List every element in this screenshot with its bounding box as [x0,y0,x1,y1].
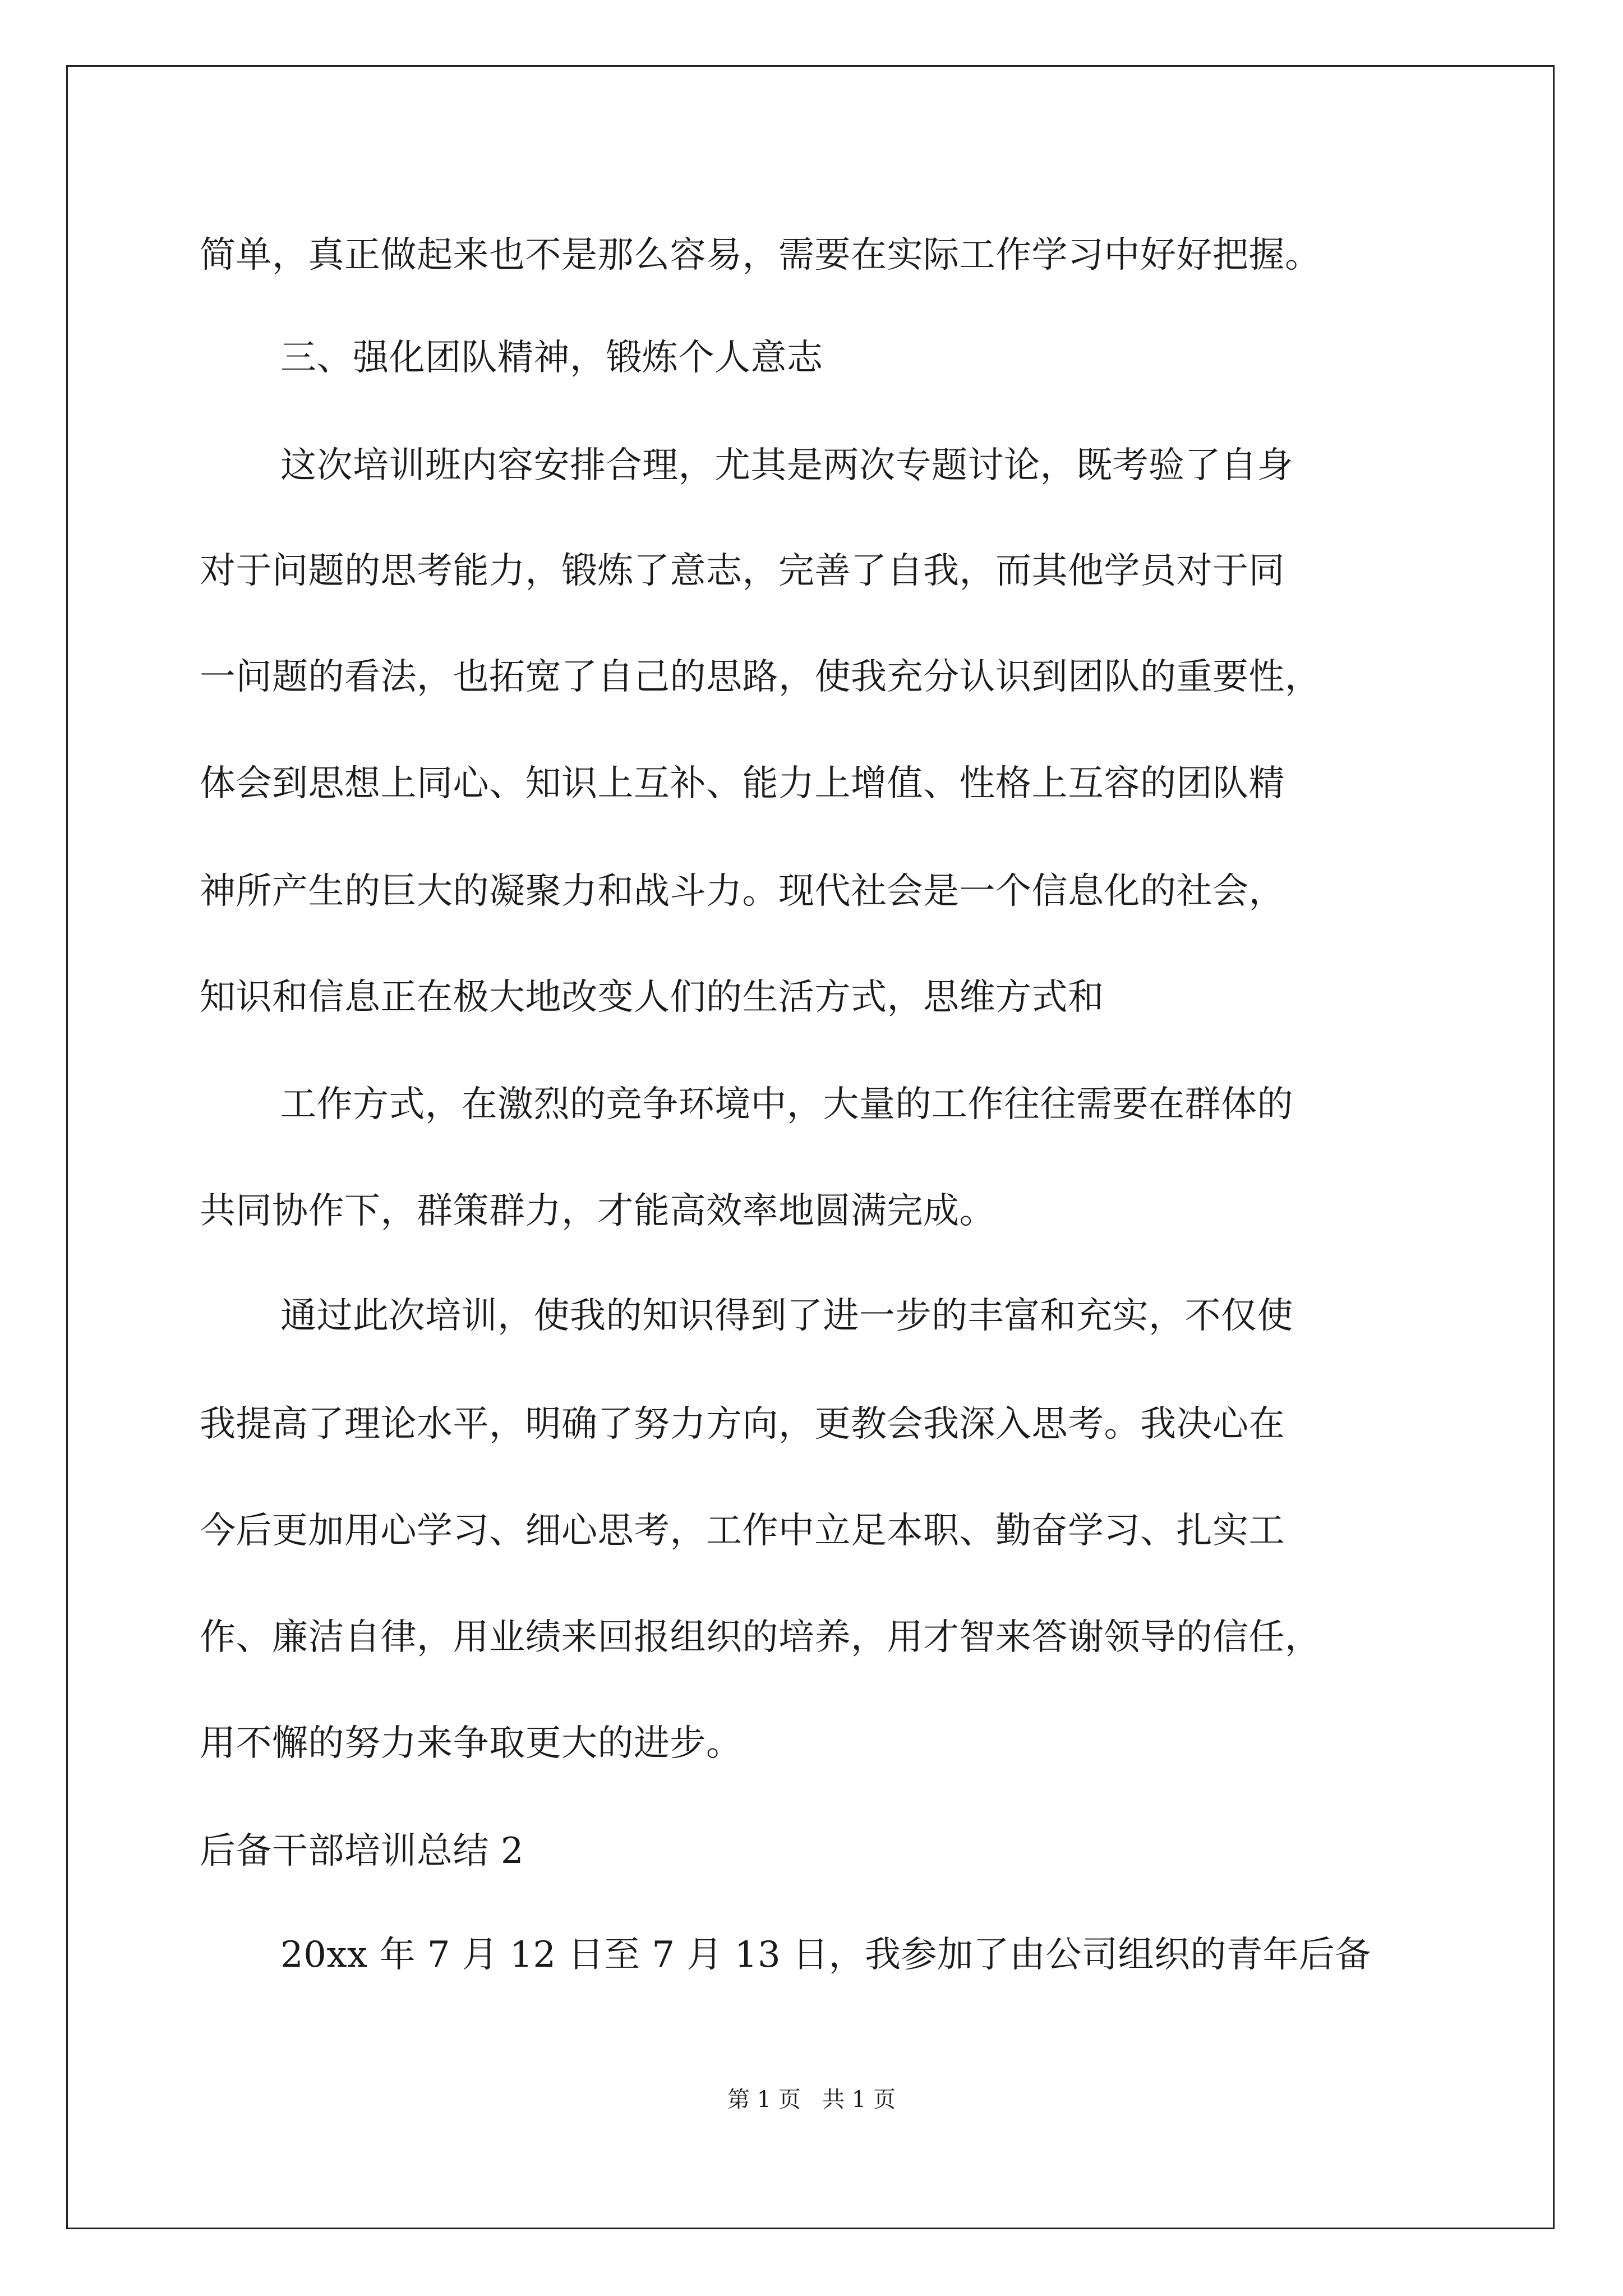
body-text-line: 今后更加用心学习、细心思考，工作中立足本职、勤奋学习、扎实工 [200,1510,1285,1552]
page-border [66,65,1555,2229]
page-footer: 第 1 页 共 1 页 [727,2087,896,2113]
body-text-line: 知识和信息正在极大地改变人们的生活方式，思维方式和 [200,977,1104,1018]
body-text-line: 一问题的看法，也拓宽了自己的思路，使我充分认识到团队的重要性， [200,656,1321,698]
body-text-line: 简单，真正做起来也不是那么容易，需要在实际工作学习中好好把握。 [200,234,1321,276]
paragraph-first-line: 通过此次培训，使我的知识得到了进一步的丰富和充实，不仅使 [280,1295,1293,1337]
paragraph-first-line: 20xx 年 7 月 12 日至 7 月 13 日，我参加了由公司组织的青年后备 [280,1934,1372,1976]
body-text-line: 体会到思想上同心、知识上互补、能力上增值、性格上互容的团队精 [200,763,1285,804]
body-text-line: 共同协作下，群策群力，才能高效率地圆满完成。 [200,1190,995,1232]
body-text-line: 神所产生的巨大的凝聚力和战斗力。现代社会是一个信息化的社会， [200,871,1285,912]
body-text-line: 作、廉洁自律，用业绩来回报组织的培养，用才智来答谢领导的信任， [200,1617,1321,1658]
document-title: 后备干部培训总结 2 [200,1830,524,1872]
section-heading: 三、强化团队精神，锻炼个人意志 [280,337,823,379]
body-text-line: 对于问题的思考能力，锻炼了意志，完善了自我，而其他学员对于同 [200,550,1285,592]
paragraph-first-line: 工作方式，在激烈的竞争环境中，大量的工作往往需要在群体的 [280,1084,1293,1125]
body-text-line: 我提高了理论水平，明确了努力方向，更教会我深入思考。我决心在 [200,1404,1285,1445]
body-text-line: 用不懈的努力来争取更大的进步。 [200,1723,743,1764]
paragraph-first-line: 这次培训班内容安排合理，尤其是两次专题讨论，既考验了自身 [280,445,1293,486]
